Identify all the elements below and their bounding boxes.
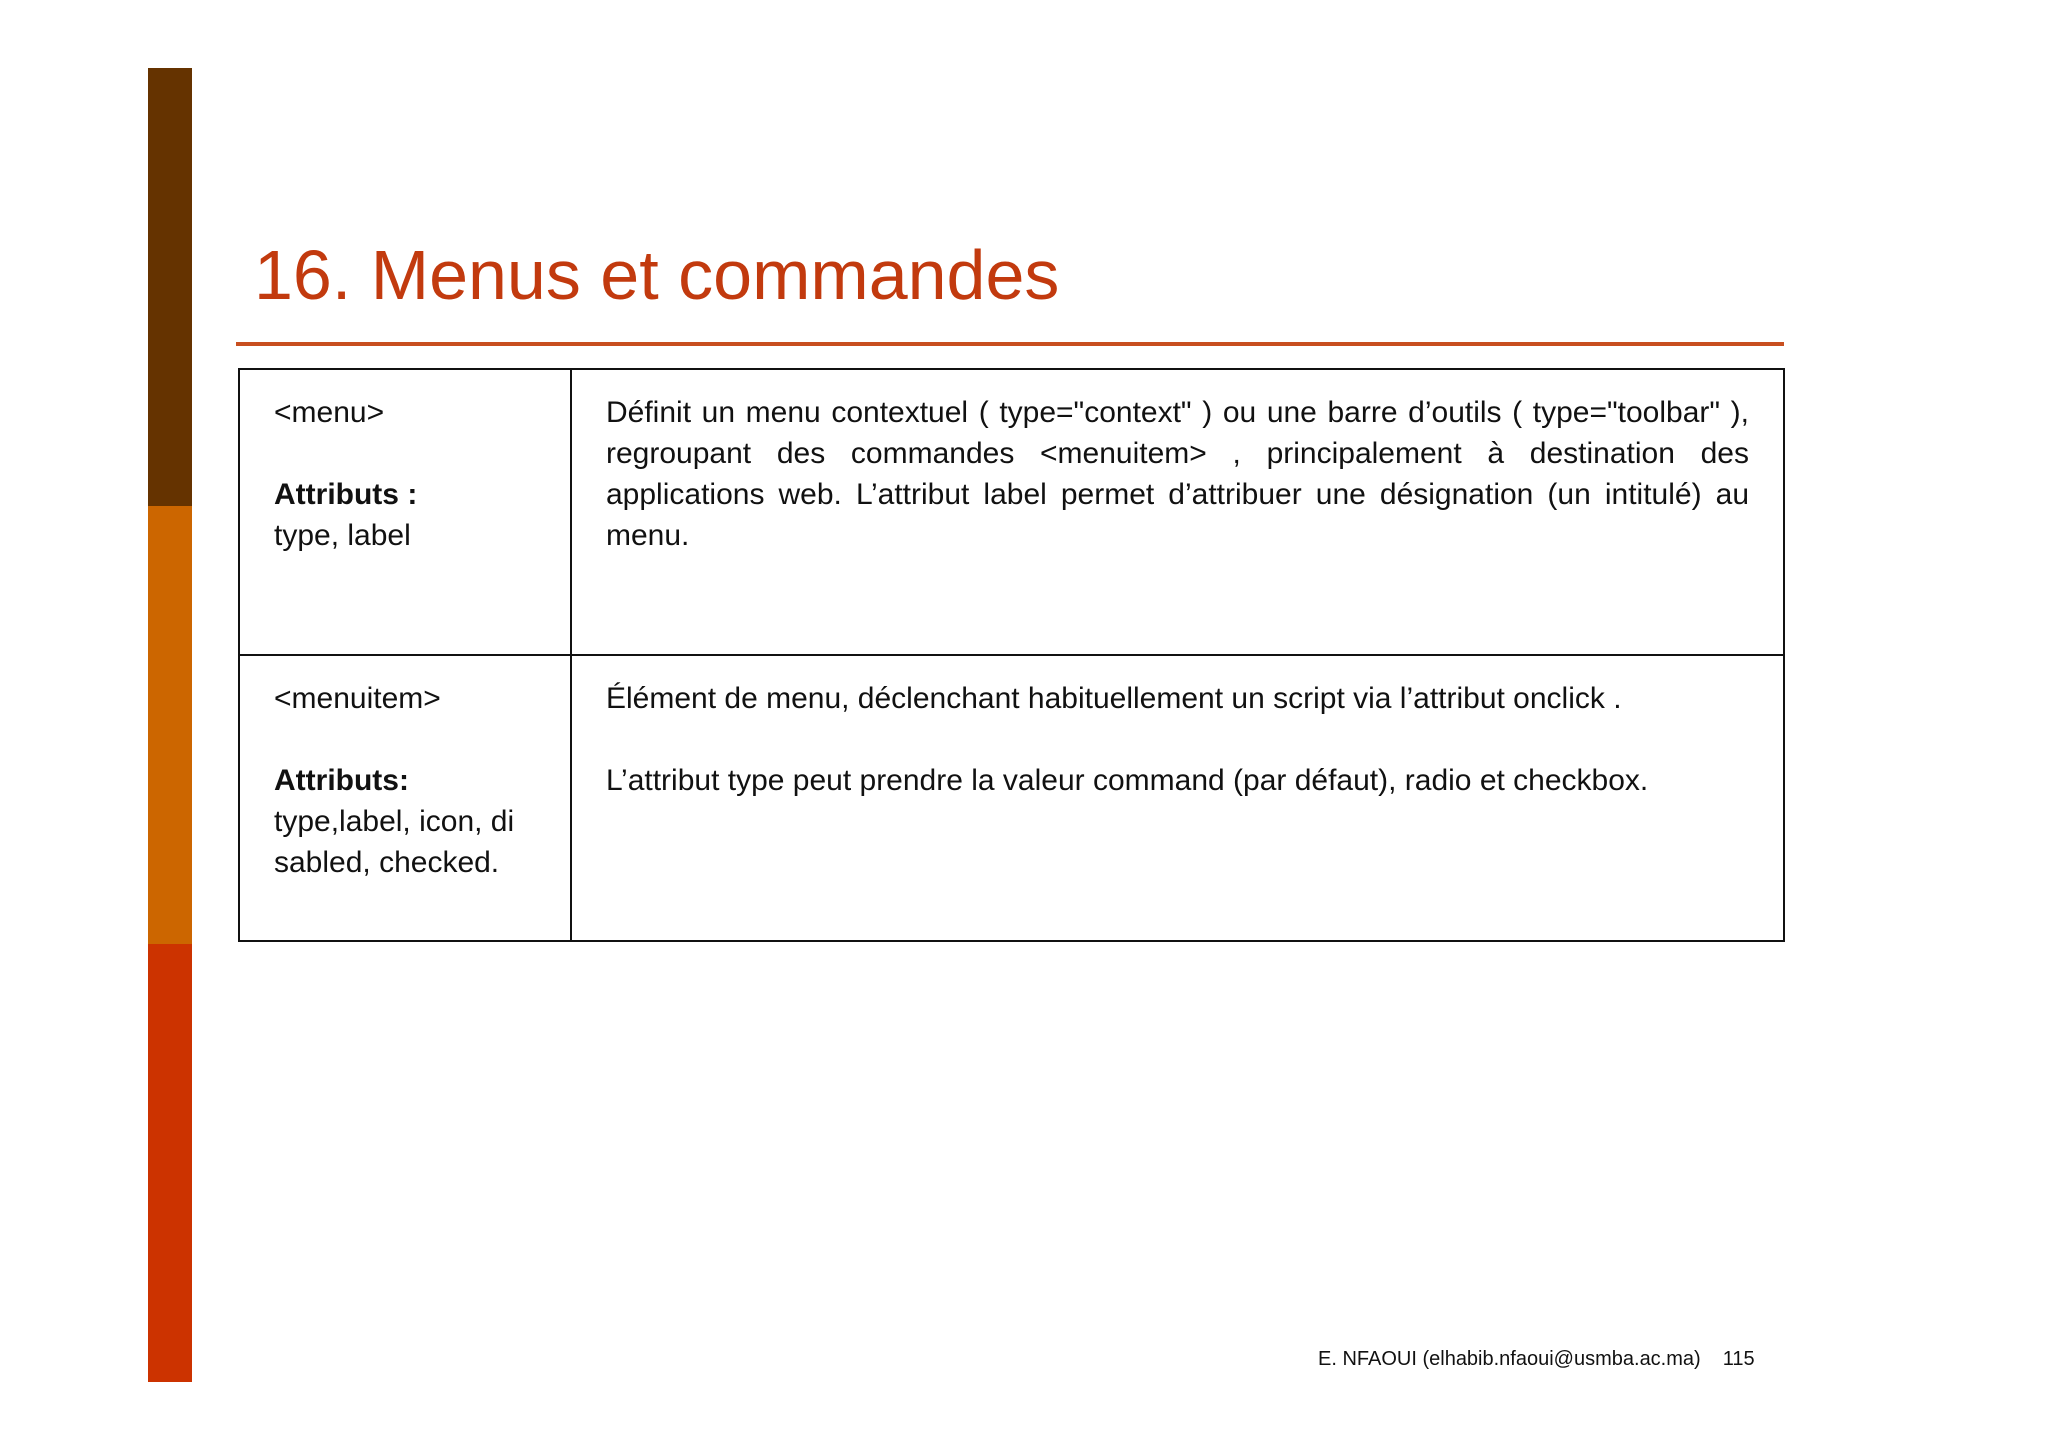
description-cell — [571, 655, 1784, 941]
title-underline — [236, 342, 1784, 346]
description-cell — [571, 369, 1784, 655]
attributes-list: type, label — [274, 519, 411, 552]
attributes-list-line-1: type,label, icon, di — [274, 805, 515, 838]
attributes-label: Attributs: — [274, 764, 409, 797]
element-table — [238, 368, 1785, 942]
description-text: Élément de menu, déclenchant habituellement un script via l’attribut onclick . — [606, 682, 1622, 715]
decorative-bar-top — [148, 68, 192, 506]
slide-title: 16. Menus et commandes — [254, 235, 1060, 314]
decorative-bar-middle — [148, 506, 192, 944]
table-row-menu — [239, 369, 1784, 655]
decorative-bar-bottom — [148, 944, 192, 1382]
slide-footer — [1318, 1348, 1755, 1371]
tag-cell — [239, 369, 571, 655]
tag-name: <menuitem> — [274, 682, 441, 715]
tag-cell — [239, 655, 571, 941]
footer-author: E. NFAOUI (elhabib.nfaoui@usmba.ac.ma) — [1318, 1348, 1701, 1370]
tag-name: <menu> — [274, 396, 385, 429]
description-text: Définit un menu contextuel ( type="context" ) ou une barre d’outils ( type="toolbar" ), regroupant des commandes <menuitem> , principalement à destination des applications web. L’attribut label permet d’attribuer une désignation (un intitulé) au menu. — [606, 396, 1749, 552]
attributes-list-line-2: sabled, checked. — [274, 846, 500, 879]
description-text-2: L’attribut type peut prendre la valeur command (par défaut), radio et checkbox. — [606, 764, 1649, 797]
table-row-menuitem — [239, 655, 1784, 941]
attributes-label: Attributs : — [274, 478, 418, 511]
page-number: 115 — [1722, 1348, 1755, 1370]
